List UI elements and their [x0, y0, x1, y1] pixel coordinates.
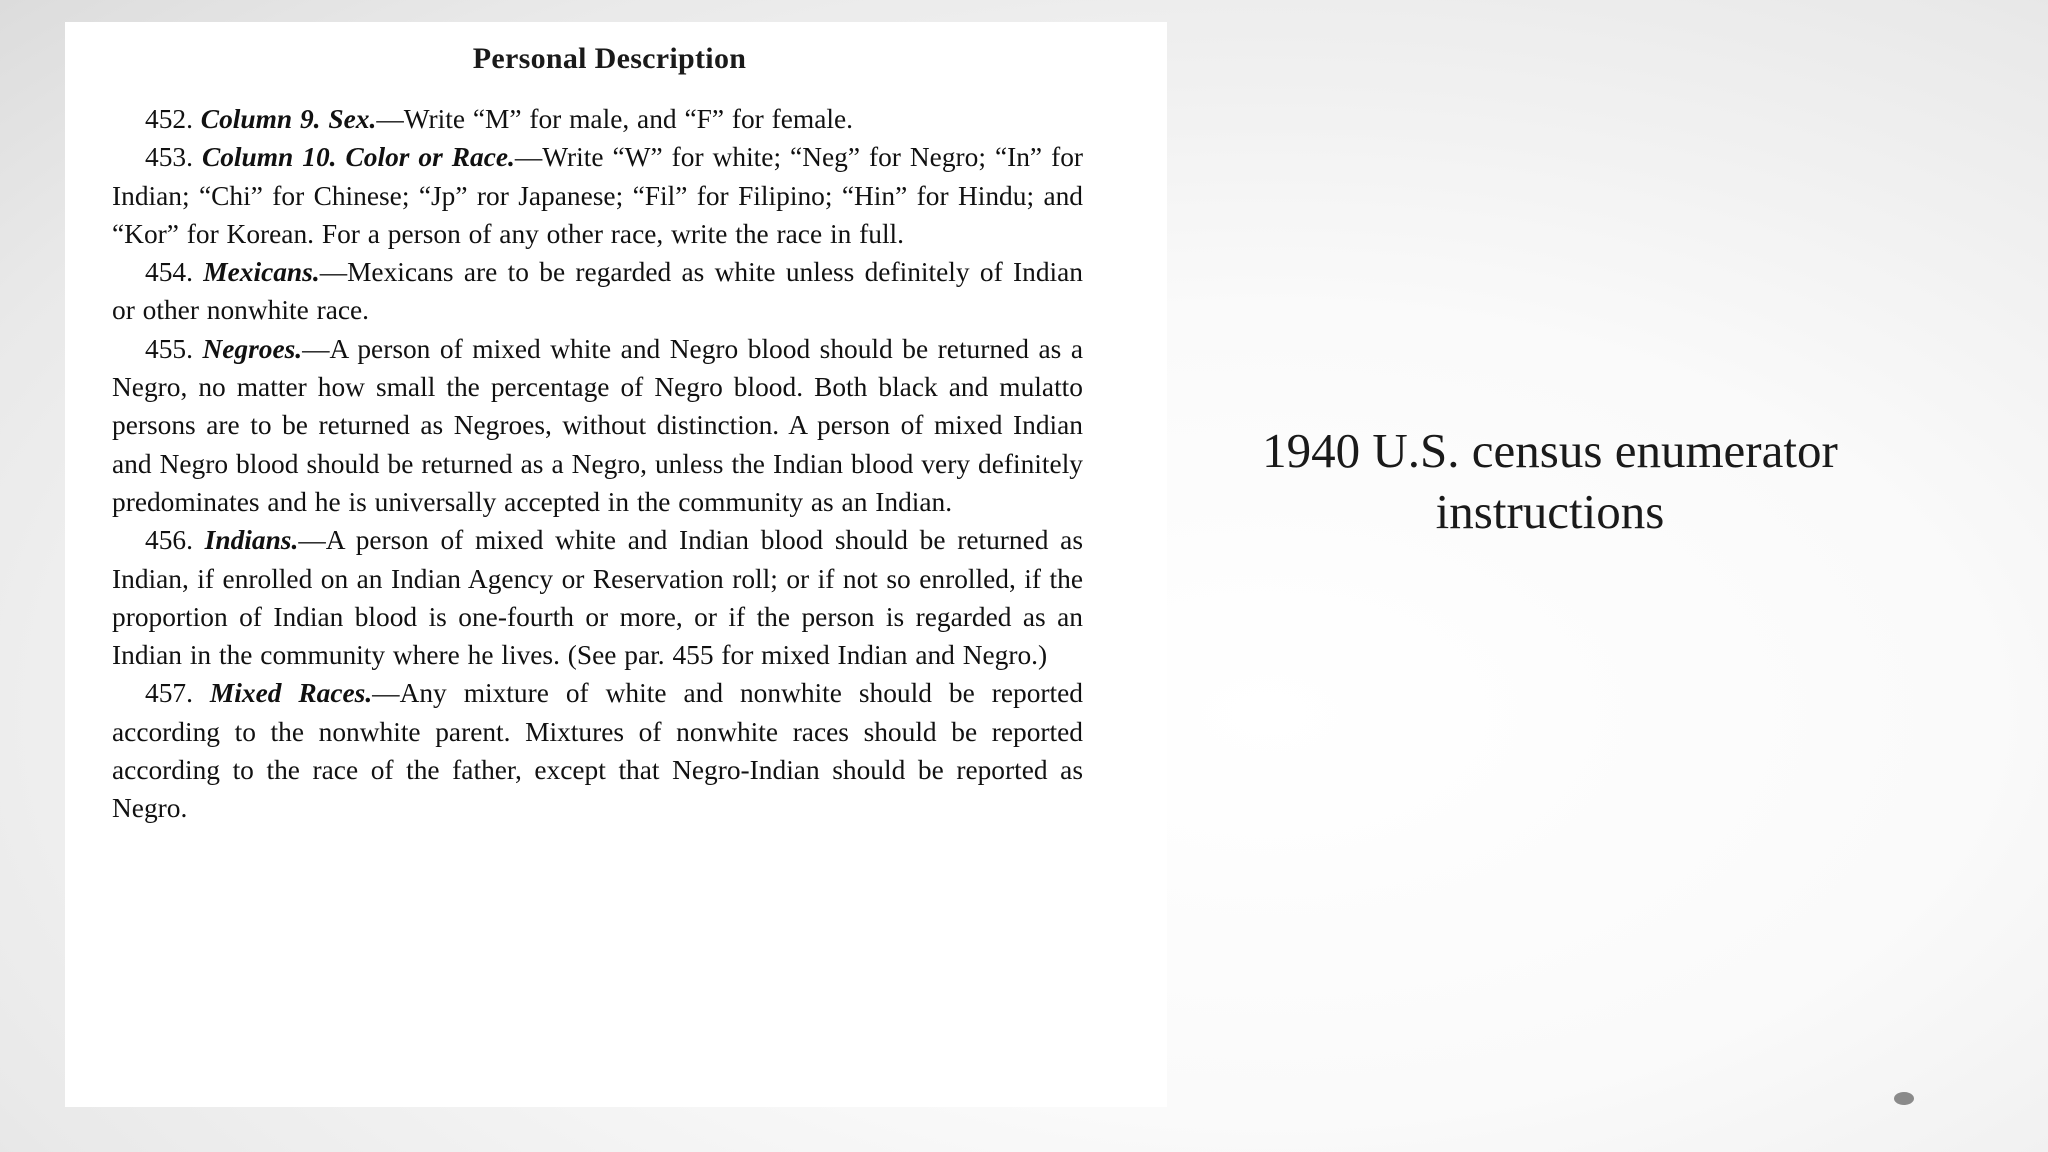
paragraph-heading: Mexicans.	[203, 257, 320, 288]
slide-caption	[1200, 420, 1900, 542]
caption-line-1: 1940 U.S. census enumerator	[1262, 423, 1838, 478]
slide-indicator-dot	[1894, 1092, 1914, 1105]
paragraph-text: —A person of mixed white and Indian blood should be returned as Indian, if enrolled on an Indian Agency or Reservation roll; or if not so enrolled, if the proportion of Indian blood is one-fourth or more, or if the person is regarded as an Indian in the community where he lives. (See par. 455 for mixed Indian and Negro.)	[112, 525, 1083, 671]
paragraph-453	[112, 138, 1083, 253]
paragraph-457	[112, 674, 1083, 827]
paragraph-heading: Mixed Races.	[209, 678, 373, 709]
paragraph-number: 452.	[145, 104, 193, 134]
paragraph-heading: Indians.	[204, 525, 299, 556]
paragraph-456	[112, 521, 1083, 674]
paragraph-heading: Column 9. Sex.	[200, 104, 377, 134]
paragraph-455	[112, 330, 1083, 521]
paragraph-number: 457.	[145, 678, 193, 709]
caption-line-2: instructions	[1435, 484, 1665, 539]
paragraph-text: —A person of mixed white and Negro blood should be returned as a Negro, no matter how small the percentage of Negro blood. Both black and mulatto persons are to be returned as Negroes, without distinction. A person of mixed Indian and Negro blood should be returned as a Negro, unless the Indian blood very definitely predominates and he is universally accepted in the community as an Indian.	[112, 333, 1083, 517]
paragraph-number: 456.	[145, 525, 193, 556]
document-heading: Personal Description	[472, 42, 747, 75]
scanned-document	[65, 22, 1167, 1107]
paragraph-text: —Any mixture of white and nonwhite should be reported according to the nonwhite parent. Mixtures of nonwhite races should be reported according to the race of the father, except that Negro-Indian should be reported as Negro.	[112, 678, 1083, 824]
paragraph-heading: Column 10. Color or Race.	[201, 142, 515, 173]
paragraph-text: —Mexicans are to be regarded as white unless definitely of Indian or other nonwhite race.	[112, 257, 1083, 326]
paragraph-number: 455.	[145, 333, 193, 364]
paragraph-heading: Negroes.	[202, 333, 303, 364]
paragraph-number: 453.	[145, 142, 193, 173]
paragraph-452	[112, 100, 1083, 138]
paragraph-text: —Write “W” for white; “Neg” for Negro; “In” for Indian; “Chi” for Chinese; “Jp” ror Japanese; “Fil” for Filipino; “Hin” for Hindu; and “Kor” for Korean. For a person of any other race, write the race in full.	[112, 142, 1084, 249]
paragraph-number: 454.	[145, 257, 193, 288]
paragraph-454	[112, 253, 1083, 330]
paragraph-text: —Write “M” for male, and “F” for female.	[376, 104, 853, 134]
